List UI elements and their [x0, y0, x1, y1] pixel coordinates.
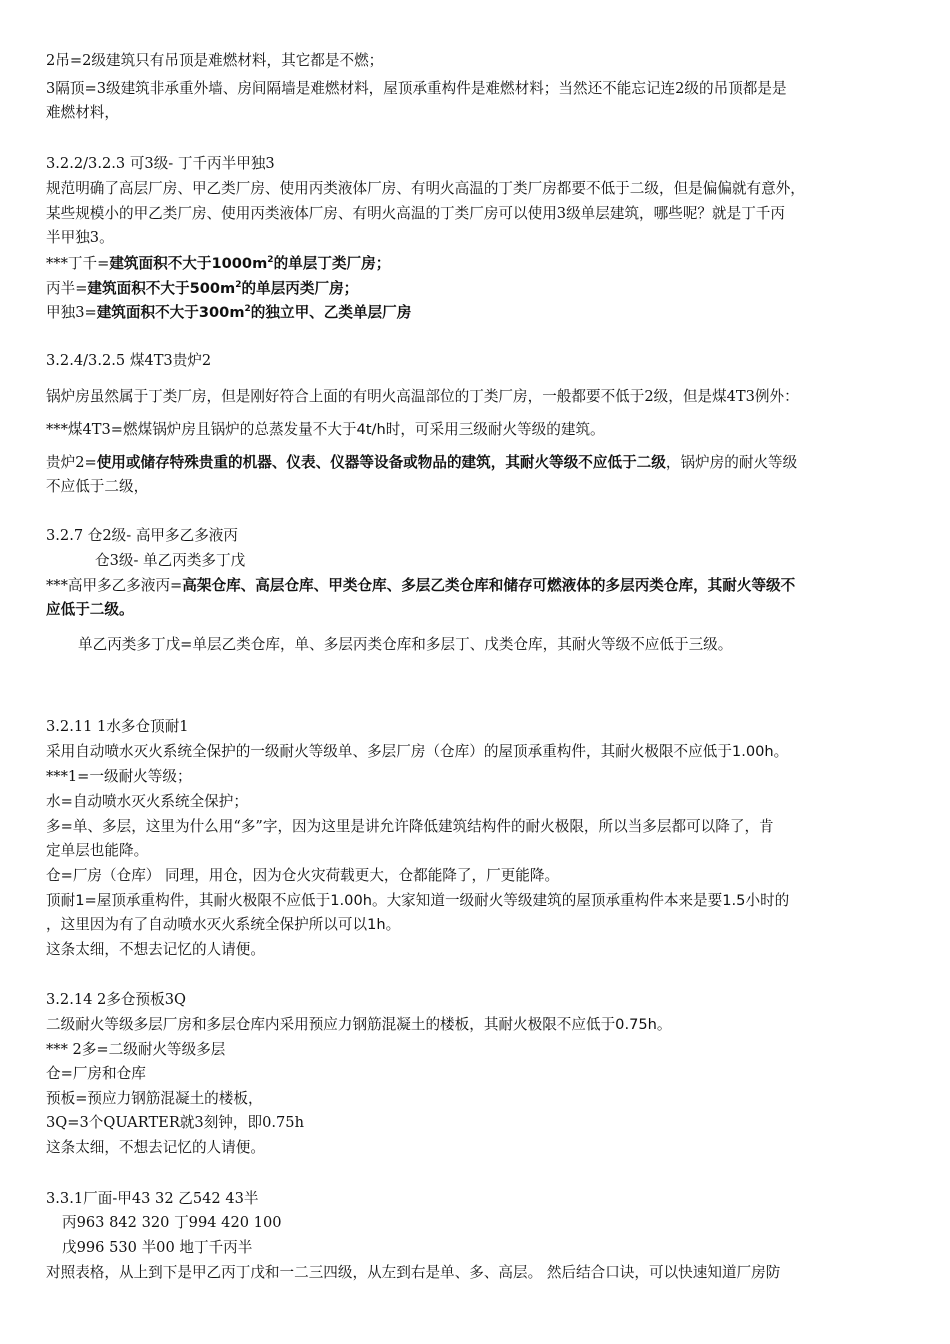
section-heading: 3.2.4/3.2.5 煤4T3贵炉2 [46, 352, 212, 369]
text-line: 半甲独3。 [46, 229, 114, 246]
text-line: 单乙丙类多丁戊=单层乙类仓库，单、多层丙类仓库和多层丁、戊类仓库，其耐火等级不应低于三级。 [78, 636, 733, 653]
text-span: ，这里因为有了自动喷水灭火系统全保护所以可以 [46, 916, 368, 933]
superscript: 2 [235, 280, 242, 291]
section-heading: 3.2.2/3.2.3 可3级- 丁千丙半甲独3 [46, 155, 275, 172]
section-heading: 仓3级- 单乙丙类多丁戊 [95, 552, 246, 569]
superscript: 2 [267, 255, 274, 266]
definition-text: 的独立甲、乙类单层厂房 [250, 304, 412, 321]
text-line: 预板=预应力钢筋混凝土的楼板， [46, 1090, 263, 1107]
text-span: 0.75h [615, 1016, 657, 1033]
definition-text: 建筑面积不大于1000m [109, 255, 268, 272]
definition-text: 的单层丁类厂房； [273, 255, 391, 272]
definition-key: 丙半= [46, 280, 88, 297]
text-span: 1 [75, 892, 85, 909]
text-span: 4t/h [356, 421, 386, 438]
text-line: ***1=一级耐火等级； [46, 768, 192, 785]
text-line: 这条太细，不想去记忆的人请便。 [46, 1139, 265, 1156]
text-line: 多=单、多层，这里为什么用“多”字，因为这里是讲允许降低建筑结构件的耐火极限，所以当多层都可以降了，肯 [46, 818, 774, 835]
text-line: 2吊=2级建筑只有吊顶是难燃材料，其它都是不燃； [46, 52, 384, 69]
text-line: 戊996 530 半00 地丁千丙半 [62, 1239, 253, 1256]
text-span: 二级耐火等级多层厂房和多层仓库内采用预应力钢筋混凝土的楼板，其耐火极限不应低于 [46, 1016, 616, 1033]
text-line: *** 2多=二级耐火等级多层 [46, 1041, 226, 1058]
text-line [46, 742, 788, 762]
text-line [46, 576, 795, 596]
text-line: 规范明确了高层厂房、甲乙类厂房、使用丙类液体厂房、有明火高温的丁类厂房都要不低于二级，但是偏偏就有意外， [46, 180, 805, 197]
definition-text: 建筑面积不大于500m [87, 280, 236, 297]
text-line [46, 891, 789, 911]
text-line: 水=自动喷水灭火系统全保护； [46, 793, 248, 810]
text-span: 1h [367, 916, 386, 933]
text-span: 。大家知道一级耐火等级建筑的屋顶承重构件本来是要 [371, 892, 723, 909]
text-span: 1.00h [330, 892, 372, 909]
text-line: 3隔顶=3级建筑非承重外墙、房间隔墙是难燃材料，屋顶承重构件是难燃材料；当然还不能忘记连2级的吊顶都是是 [46, 80, 787, 97]
text-line: 不应低于二级， [46, 478, 149, 495]
text-line: 难燃材料， [46, 104, 119, 121]
definition-key: ***丁千= [46, 255, 110, 272]
section-heading: 3.2.11 1水多仓顶耐1 [46, 718, 189, 735]
bold-text: 使用或储存特殊贵重的机器、仪表、仪器等设备或物品的建筑，其耐火等级不应低于二级 [96, 454, 666, 471]
text-line [46, 915, 400, 935]
definition-text: 建筑面积不大于300m [96, 304, 245, 321]
text-span: ***高甲多乙多液丙= [46, 577, 183, 594]
text-span: 。 [656, 1016, 672, 1033]
bold-text: 高架仓库、高层仓库、甲类仓库、多层乙类仓库和储存可燃液体的多层丙类仓库，其耐火等级不 [182, 577, 796, 594]
text-span: =屋顶承重构件，其耐火极限不应低于 [84, 892, 331, 909]
text-span: 小时的 [745, 892, 790, 909]
text-span: ***煤4T3=燃煤锅炉房且锅炉的总蒸发量不大于 [46, 421, 357, 438]
definition-line [46, 303, 411, 323]
section-heading: 3.2.14 2多仓预板3Q [46, 991, 186, 1008]
text-span: 采用自动喷水灭火系统全保护的一级耐火等级单、多层厂房（仓库）的屋顶承重构件，其耐火极限不应低于 [46, 743, 732, 760]
text-span: 顶耐 [46, 892, 76, 909]
text-span: 贵炉2= [46, 454, 97, 471]
text-line: 丙963 842 320 丁994 420 100 [62, 1214, 282, 1231]
text-line: 锅炉房虽然属于丁类厂房，但是刚好符合上面的有明火高温部位的丁类厂房，一般都要不低于2级，但是煤4T3例外： [46, 388, 799, 405]
text-span: 1.5 [722, 892, 746, 909]
text-span: 1.00h [731, 743, 774, 760]
text-span: ，锅炉房的耐火等级 [665, 454, 798, 471]
text-line: 仓=厂房和仓库 [46, 1065, 146, 1082]
text-line [46, 1015, 672, 1035]
text-line [46, 420, 605, 440]
section-heading: 3.2.7 仓2级- 高甲多乙多液丙 [46, 527, 238, 544]
definition-key: 甲独3= [46, 304, 97, 321]
text-line: 定单层也能降。 [46, 842, 149, 859]
text-line [46, 453, 797, 473]
text-line: 3Q=3个QUARTER就3刻钟，即0.75h [46, 1114, 304, 1131]
text-line: 应低于二级。 [46, 601, 134, 618]
definition-line [46, 254, 390, 274]
text-span: 时，可采用三级耐火等级的建筑。 [385, 421, 605, 438]
text-span: 。 [385, 916, 401, 933]
text-line: 某些规模小的甲乙类厂房、使用丙类液体厂房、有明火高温的丁类厂房可以使用3级单层建筑，哪些呢？就是丁千丙 [46, 205, 785, 222]
text-span: 。 [773, 743, 789, 760]
text-line: 对照表格，从上到下是甲乙丙丁戊和一二三四级，从左到右是单、多、高层。 然后结合口诀，可以快速知道厂房防 [46, 1264, 781, 1281]
definition-line [46, 279, 358, 299]
section-heading: 3.3.1厂面-甲43 32 乙542 43半 [46, 1190, 259, 1207]
superscript: 2 [244, 304, 251, 315]
text-line: 仓=厂房（仓库） 同理，用仓，因为仓火灾荷载更大，仓都能降了，厂更能降。 [46, 867, 560, 884]
text-line: 这条太细，不想去记忆的人请便。 [46, 941, 265, 958]
definition-text: 的单层丙类厂房； [241, 280, 359, 297]
